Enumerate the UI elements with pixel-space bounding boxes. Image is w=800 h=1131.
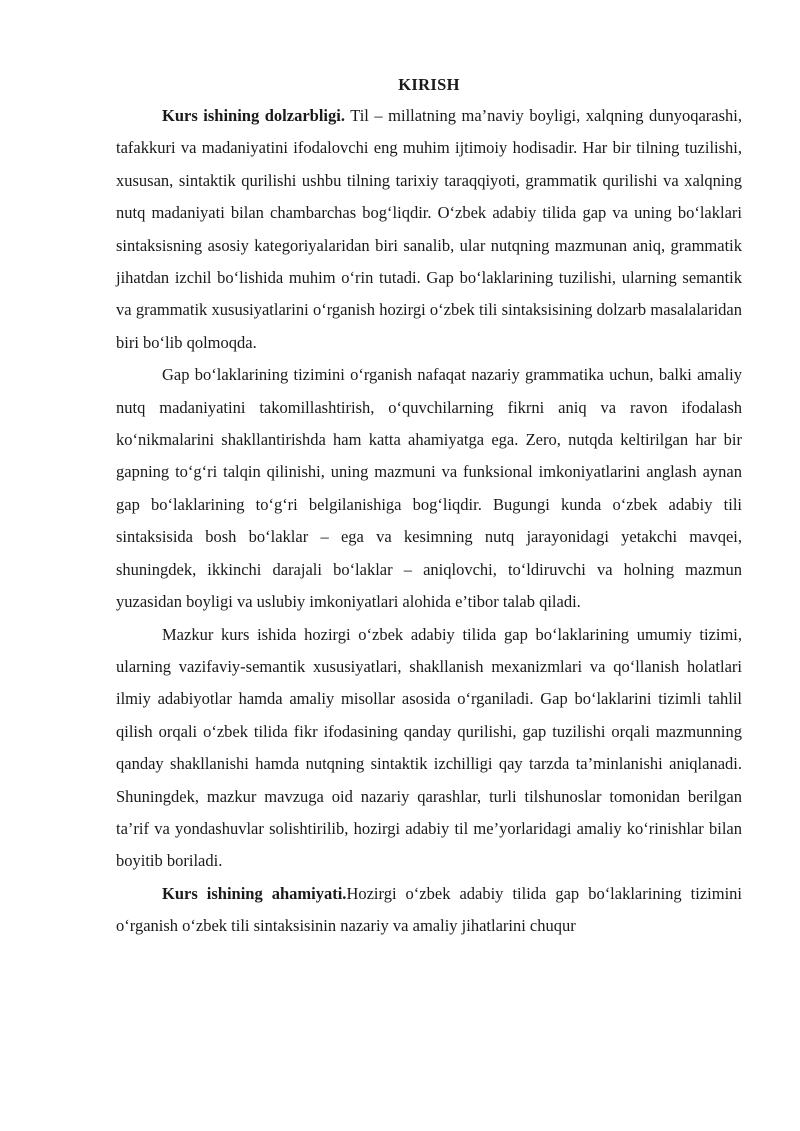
paragraph-text: Gap bo‘laklarining tizimini o‘rganish nafaqat nazariy grammatika uchun, balki amaliy nutq madaniyatini takomillashtirish, o‘quvchilarning fikrni aniq va ravon ifodalash ko‘nikmalarini shakllantirishda ham katta ahamiyatga ega. Zero, nutqda keltirilgan har bir gapning to‘g‘ri talqin qilinishi, uning mazmuni va funksional imkoniyatlarini anglash aynan gap bo‘laklarining to‘g‘ri belgilanishiga bog‘liqdir. Bugungi kunda o‘zbek adabiy tili sintaksisida bosh bo‘laklar – ega va kesimning nutq jarayonidagi yetakchi mavqei, shuningdek, ikkinchi darajali bo‘laklar – aniqlovchi, to‘ldiruvchi va holning mazmun yuzasidan boyligi va uslubiy imkoniyatlari alohida e’tibor talab qiladi. (116, 365, 742, 612)
paragraph-text: Mazkur kurs ishida hozirgi o‘zbek adabiy tilida gap bo‘laklarining umumiy tizimi, ularning vazifaviy-semantik xususiyatlari, shakllanish mexanizmlari va qo‘llanish holatlari ilmiy adabiyotlar hamda amaliy misollar asosida o‘rganiladi. Gap bo‘laklarini tizimli tahlil qilish orqali o‘zbek tilida fikr ifodasining qanday qurilishi, gap tuzilishi orqali mazmunning qanday shakllanishi hamda nutqning sintaktik izchilligi qay tarzda ta’minlanishi aniqlanadi. Shuningdek, mazkur mavzuga oid nazariy qarashlar, turli tilshunoslar tomonidan berilgan ta’rif va yondashuvlar solishtirilib, hozirgi adabiy til me’yorlaridagi amaliy ko‘rinishlar bilan boyitib boriladi. (116, 624, 742, 871)
paragraph-system-study (116, 359, 742, 618)
paragraph-course-scope (116, 619, 742, 878)
paragraph-importance (116, 878, 742, 943)
paragraph-text: Hozirgi o‘zbek adabiy tilida gap bo‘laklarining tizimini o‘rganish o‘zbek tili sintaksisinin nazariy va amaliy jihatlarini chuqur (116, 883, 742, 936)
paragraph-lead: Kurs ishining dolzarbligi. (162, 106, 345, 125)
paragraph-text: Til – millatning ma’naviy boyligi, xalqning dunyoqarashi, tafakkuri va madaniyatini ifodalovchi eng muhim ijtimoiy hodisadir. Har bir tilning tuzilishi, xususan, sintaktik qurilishi ushbu tilning tarixiy taraqqiyoti, grammatik qurilishi va xalqning nutq madaniyati bilan chambarchas bog‘liqdir. O‘zbek adabiy tilida gap va uning bo‘laklari sintaksisning asosiy kategoriyalaridan biri sanalib, ular nutqning mazmunan aniq, grammatik jihatdan izchil bo‘lishida muhim o‘rin tutadi. Gap bo‘laklarining tuzilishi, ularning semantik va grammatik xususiyatlarini o‘rganish hozirgi o‘zbek tili sintaksisining dolzarb masalalaridan biri bo‘lib qolmoqda. (116, 106, 743, 352)
page-title: KIRISH (398, 75, 460, 94)
document-page (116, 72, 742, 943)
paragraph-relevance (116, 100, 742, 359)
paragraph-lead: Kurs ishining ahamiyati. (162, 883, 347, 903)
